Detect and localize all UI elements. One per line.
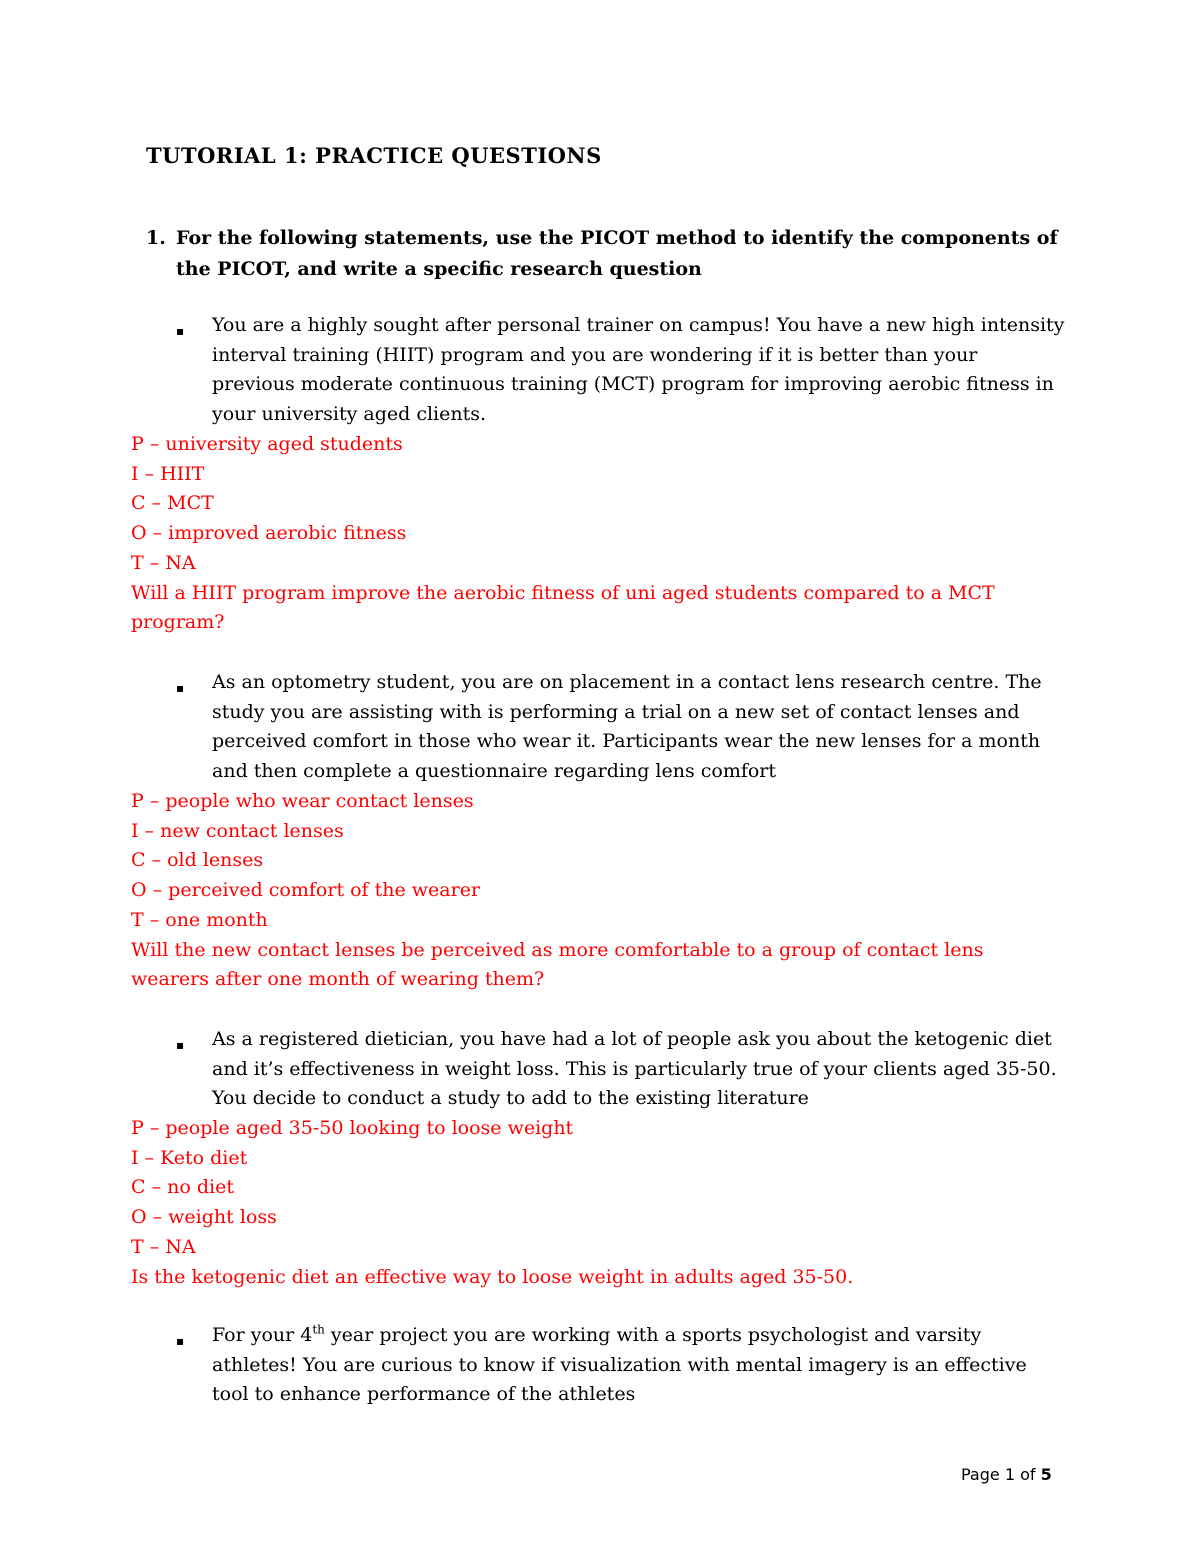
research-question: Is the ketogenic diet an effective way to loose weight in adults aged 35-50. xyxy=(131,1265,854,1288)
scenario-4-text-start: For your 4 xyxy=(212,1324,313,1346)
scenario-4-text xyxy=(212,1321,1066,1410)
picot-t: T – NA xyxy=(131,1235,196,1258)
ordinal-suffix: th xyxy=(312,1322,325,1337)
bullet-icon: ▪ xyxy=(176,1038,185,1052)
scenario-1-answers xyxy=(131,430,1061,638)
picot-c: C – MCT xyxy=(131,492,214,515)
picot-o: O – weight loss xyxy=(131,1206,277,1229)
picot-p: P – people aged 35-50 looking to loose weight xyxy=(131,1117,574,1139)
total-pages: 5 xyxy=(1040,1465,1052,1484)
page-number: 1 xyxy=(1004,1465,1016,1484)
scenario-3-text: As a registered dietician, you have had a lot of people ask you about the ketogenic diet and it’s effectiveness in weight loss. This is particularly true of your clients aged 35-50. You decide to conduct a study to add to the existing literature xyxy=(212,1028,1057,1110)
scenario-2 xyxy=(176,668,1066,787)
question-1-number: 1. xyxy=(146,227,166,249)
scenario-3 xyxy=(176,1025,1066,1114)
research-question: Will a HIIT program improve the aerobic fitness of uni aged students compared to a MCT program? xyxy=(131,581,995,634)
scenario-1-text: You are a highly sought after personal trainer on campus! You have a new high intensity interval training (HIIT) program and you are wondering if it is better than your previous moderate continuous training (MCT) program for improving aerobic fitness in your university aged clients. xyxy=(212,314,1065,426)
bullet-icon: ▪ xyxy=(176,324,185,338)
picot-i: I – new contact lenses xyxy=(131,819,344,842)
research-question: Will the new contact lenses be perceived as more comfortable to a group of contact lens wearers after one month of wearing them? xyxy=(131,938,984,991)
picot-t: T – NA xyxy=(131,551,196,574)
page-footer xyxy=(961,1465,1052,1484)
of-label: of xyxy=(1020,1465,1036,1484)
page-title: TUTORIAL 1: PRACTICE QUESTIONS xyxy=(146,143,602,168)
picot-p: P – university aged students xyxy=(131,433,403,455)
bullet-icon: ▪ xyxy=(176,1334,185,1348)
bullet-icon: ▪ xyxy=(176,681,185,695)
picot-o: O – improved aerobic fitness xyxy=(131,522,407,545)
scenario-4 xyxy=(176,1321,1066,1410)
scenario-1 xyxy=(176,311,1066,430)
scenario-2-answers xyxy=(131,787,1061,995)
picot-t: T – one month xyxy=(131,908,268,931)
picot-c: C – no diet xyxy=(131,1176,234,1199)
scenario-3-answers xyxy=(131,1114,1061,1292)
question-1-text: For the following statements, use the PICOT method to identify the components of the PICOT, and write a specific research question xyxy=(176,227,1058,280)
picot-c: C – old lenses xyxy=(131,849,264,872)
picot-o: O – perceived comfort of the wearer xyxy=(131,879,481,902)
scenario-4-text-rest: year project you are working with a sports psychologist and varsity athletes! You are curious to know if visualization with mental imagery is an effective tool to enhance performance of the athletes xyxy=(212,1324,1027,1406)
scenario-2-text: As an optometry student, you are on placement in a contact lens research centre. The study you are assisting with is performing a trial on a new set of contact lenses and perceived comfort in those who wear it. Participants wear the new lenses for a month and then complete a questionnaire regarding lens comfort xyxy=(212,671,1042,783)
page-label: Page xyxy=(961,1465,1000,1484)
question-1 xyxy=(146,223,1076,285)
picot-p: P – people who wear contact lenses xyxy=(131,790,474,812)
picot-i: I – Keto diet xyxy=(131,1146,248,1169)
picot-i: I – HIIT xyxy=(131,462,205,485)
